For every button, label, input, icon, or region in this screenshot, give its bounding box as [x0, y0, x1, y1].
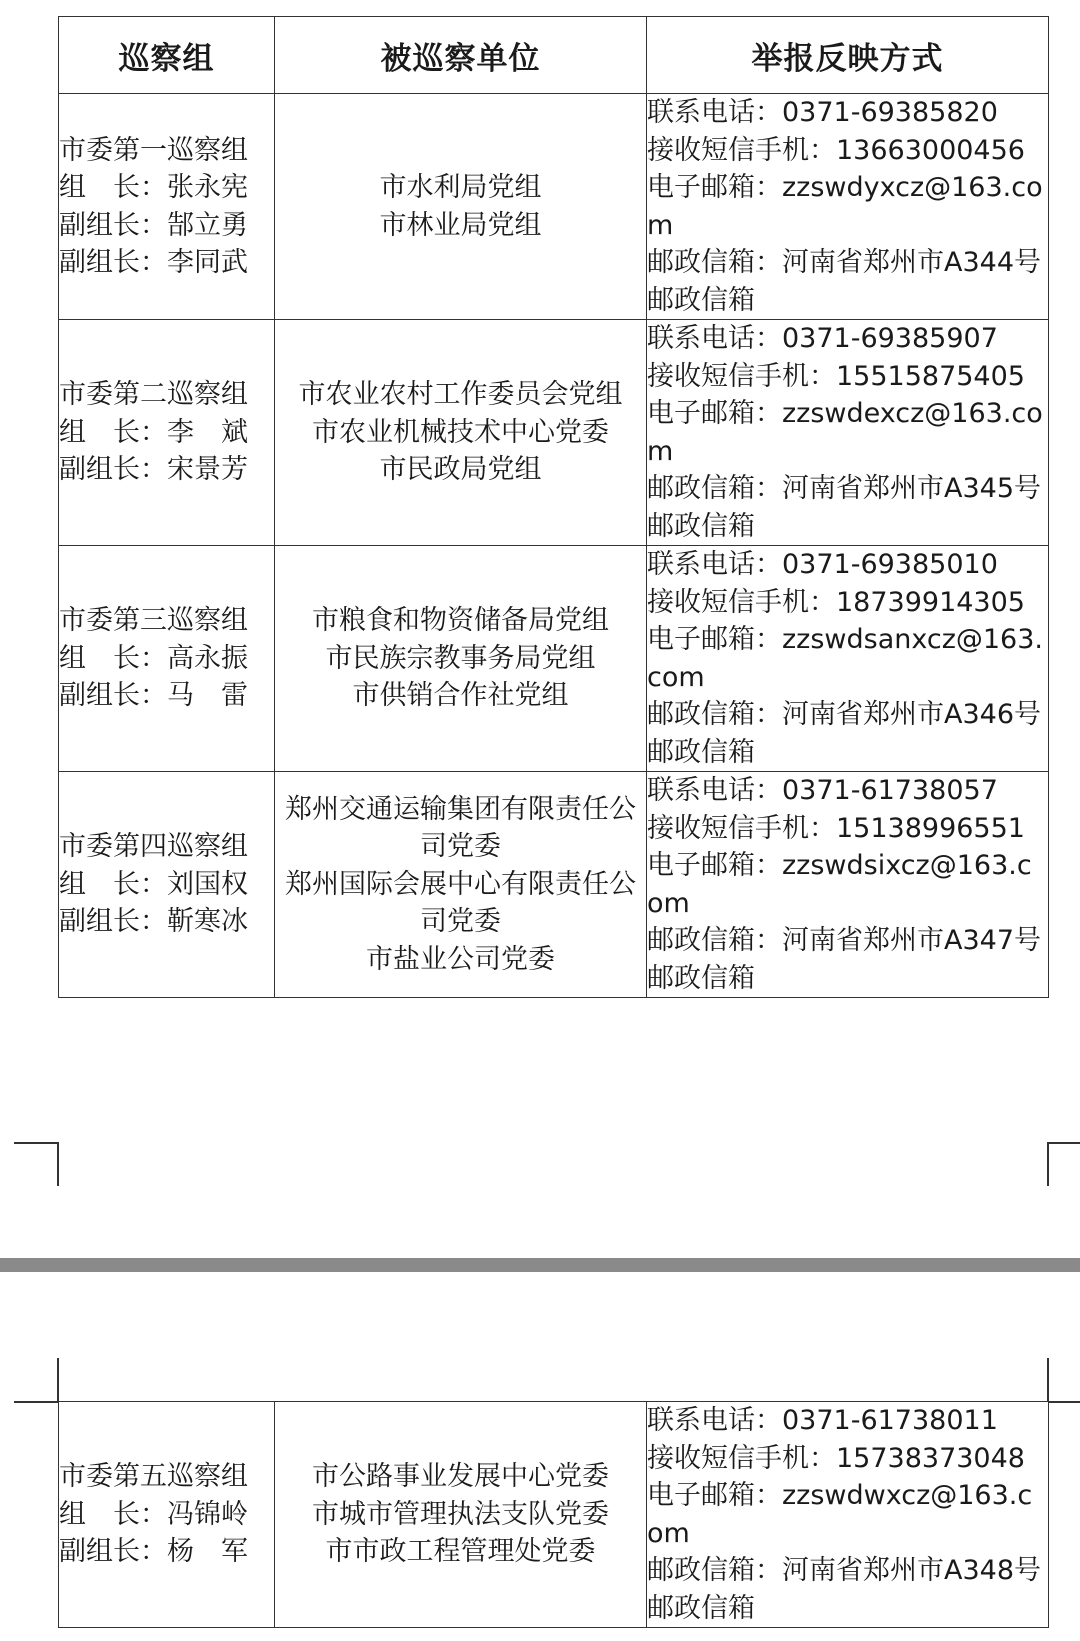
units-cell	[275, 1402, 647, 1628]
group-cell	[59, 772, 275, 998]
header-inspection-group: 巡察组	[59, 17, 275, 94]
deputy-line	[59, 1533, 274, 1571]
group-cell	[59, 1402, 275, 1628]
contact-cell	[647, 772, 1049, 998]
crop-mark	[1048, 1401, 1080, 1403]
leader-label: 组 长：	[59, 172, 167, 203]
unit-name: 市林业局党组	[379, 209, 542, 241]
group-name: 市委第五巡察组	[59, 1461, 248, 1493]
table-row	[59, 1402, 1049, 1628]
deputy-label: 副组长：	[59, 209, 167, 241]
deputy-name: 杨 军	[167, 1536, 248, 1568]
contact-sms: 接收短信手机：15138996551	[647, 812, 1025, 844]
crop-mark	[57, 1358, 59, 1402]
crop-mark	[1047, 1142, 1049, 1186]
contact-email: 电子邮箱：zzswdyxcz@163.com	[647, 172, 1043, 241]
contact-phone: 联系电话：0371-69385820	[647, 97, 998, 128]
table-row	[59, 320, 1049, 546]
leader-name: 刘国权	[167, 868, 248, 900]
crop-mark	[1048, 1142, 1080, 1144]
leader-line	[59, 169, 274, 207]
contact-cell	[647, 320, 1049, 546]
group-name: 市委第二巡察组	[59, 379, 248, 411]
unit-name: 市水利局党组	[379, 172, 542, 203]
inspection-table-continued	[58, 1401, 1049, 1628]
deputy-line	[59, 677, 274, 715]
crop-mark	[57, 1142, 59, 1186]
contact-cell	[647, 94, 1049, 320]
inspection-table	[58, 16, 1049, 998]
leader-name: 张永宪	[167, 172, 248, 203]
leader-label: 组 长：	[59, 868, 167, 900]
group-cell	[59, 94, 275, 320]
contact-phone: 联系电话：0371-61738011	[647, 1405, 998, 1436]
group-cell	[59, 546, 275, 772]
unit-name: 郑州交通运输集团有限责任公司党委	[285, 793, 636, 863]
deputy-label: 副组长：	[59, 906, 167, 938]
table-row	[59, 546, 1049, 772]
unit-name: 市盐业公司党委	[366, 943, 555, 975]
table-row	[59, 772, 1049, 998]
contact-sms: 接收短信手机：15515875405	[647, 360, 1025, 392]
unit-name: 市供销合作社党组	[352, 680, 569, 712]
contact-mailbox: 邮政信箱：河南省郑州市A344号邮政信箱	[647, 247, 1042, 316]
contact-mailbox: 邮政信箱：河南省郑州市A346号邮政信箱	[647, 699, 1042, 768]
contact-email: 电子邮箱：zzswdwxcz@163.com	[647, 1480, 1033, 1549]
leader-line	[59, 640, 274, 678]
leader-label: 组 长：	[59, 1498, 167, 1530]
leader-line	[59, 866, 274, 904]
leader-name: 高永振	[167, 642, 248, 674]
deputy-line	[59, 207, 274, 245]
crop-mark	[14, 1142, 58, 1144]
unit-name: 市民政局党组	[379, 454, 542, 486]
crop-mark	[1047, 1358, 1049, 1402]
deputy-label: 副组长：	[59, 1536, 167, 1568]
units-cell	[275, 546, 647, 772]
units-cell	[275, 94, 647, 320]
unit-name: 市农业机械技术中心党委	[312, 416, 609, 448]
unit-name: 市市政工程管理处党委	[325, 1536, 596, 1568]
table-header-row	[59, 17, 1049, 94]
leader-label: 组 长：	[59, 642, 167, 674]
contact-mailbox: 邮政信箱：河南省郑州市A345号邮政信箱	[647, 473, 1042, 542]
contact-cell	[647, 1402, 1049, 1628]
group-name: 市委第四巡察组	[59, 831, 248, 863]
unit-name: 市粮食和物资储备局党组	[312, 605, 609, 637]
contact-email: 电子邮箱：zzswdsixcz@163.com	[647, 850, 1032, 919]
deputy-name: 郜立勇	[167, 209, 248, 241]
deputy-line	[59, 903, 274, 941]
contact-cell	[647, 546, 1049, 772]
crop-mark	[14, 1401, 58, 1403]
contact-phone: 联系电话：0371-69385907	[647, 323, 998, 354]
leader-label: 组 长：	[59, 416, 167, 448]
deputy-label: 副组长：	[59, 680, 167, 712]
deputy-line	[59, 244, 274, 282]
contact-email: 电子邮箱：zzswdexcz@163.com	[647, 398, 1043, 467]
group-name: 市委第三巡察组	[59, 605, 248, 637]
deputy-name: 李同武	[167, 247, 248, 278]
deputy-name: 宋景芳	[167, 454, 248, 486]
header-inspected-unit: 被巡察单位	[275, 17, 647, 94]
contact-mailbox: 邮政信箱：河南省郑州市A347号邮政信箱	[647, 925, 1042, 994]
unit-name: 市农业农村工作委员会党组	[298, 379, 623, 411]
leader-name: 李 斌	[167, 416, 248, 448]
header-report-method: 举报反映方式	[647, 17, 1049, 94]
unit-name: 市民族宗教事务局党组	[325, 642, 596, 674]
contact-email: 电子邮箱：zzswdsanxcz@163.com	[647, 624, 1043, 693]
deputy-label: 副组长：	[59, 454, 167, 486]
contact-sms: 接收短信手机：18739914305	[647, 586, 1025, 618]
deputy-name: 靳寒冰	[167, 906, 248, 938]
group-cell	[59, 320, 275, 546]
deputy-line	[59, 451, 274, 489]
unit-name: 市公路事业发展中心党委	[312, 1461, 609, 1493]
contact-sms: 接收短信手机：13663000456	[647, 134, 1025, 166]
unit-name: 郑州国际会展中心有限责任公司党委	[285, 868, 636, 938]
group-name: 市委第一巡察组	[59, 134, 248, 166]
deputy-label: 副组长：	[59, 247, 167, 278]
document-page-2	[0, 1272, 1080, 1641]
contact-mailbox: 邮政信箱：河南省郑州市A348号邮政信箱	[647, 1555, 1042, 1624]
units-cell	[275, 320, 647, 546]
table-row	[59, 94, 1049, 320]
page-separator	[0, 1258, 1080, 1272]
leader-line	[59, 414, 274, 452]
unit-name: 市城市管理执法支队党委	[312, 1498, 609, 1530]
units-cell	[275, 772, 647, 998]
contact-sms: 接收短信手机：15738373048	[647, 1442, 1025, 1474]
contact-phone: 联系电话：0371-69385010	[647, 549, 998, 580]
leader-name: 冯锦岭	[167, 1498, 248, 1530]
deputy-name: 马 雷	[167, 680, 248, 712]
contact-phone: 联系电话：0371-61738057	[647, 775, 998, 806]
leader-line	[59, 1496, 274, 1534]
